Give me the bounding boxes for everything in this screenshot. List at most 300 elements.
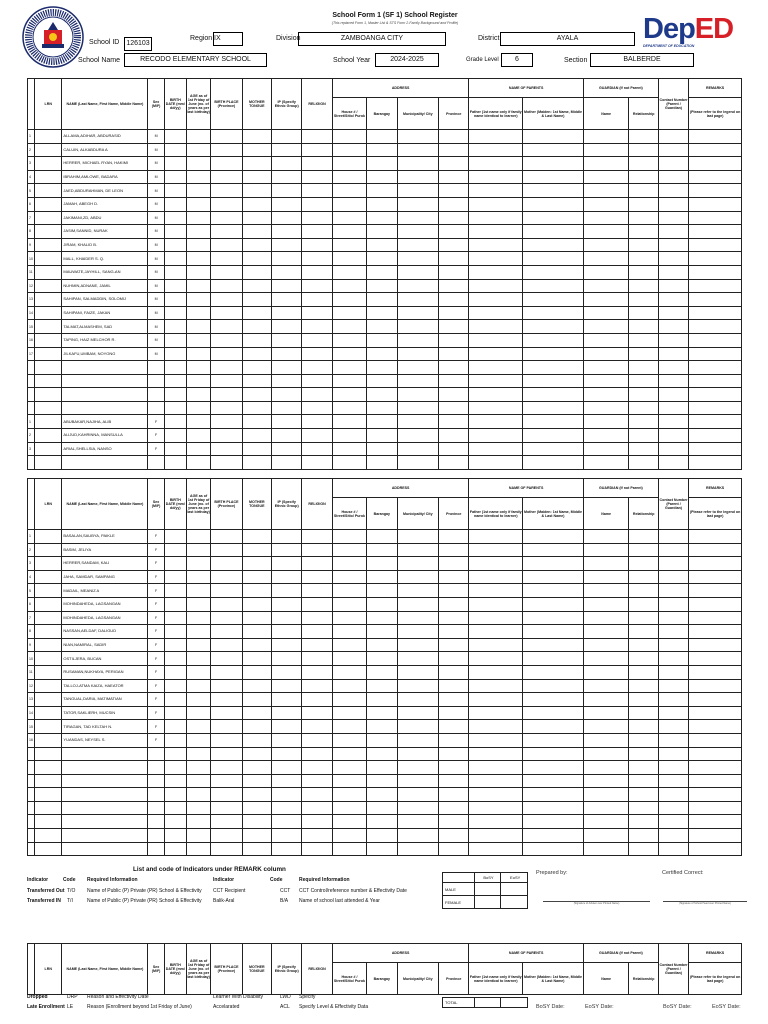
learner-name-cell[interactable]: CALUIN, ALKABDURA A [62,143,148,157]
table-cell[interactable] [469,374,523,388]
table-cell[interactable] [367,611,397,625]
table-cell[interactable] [397,211,439,225]
table-cell[interactable] [397,543,439,557]
table-cell[interactable] [689,252,742,266]
table-cell[interactable] [469,415,523,429]
table-cell[interactable] [469,625,523,639]
table-cell[interactable] [583,157,629,171]
table-cell[interactable] [397,225,439,239]
table-cell[interactable] [242,774,271,788]
table-cell[interactable] [332,279,366,293]
table-cell[interactable] [164,170,186,184]
table-cell[interactable] [272,184,302,198]
table-cell[interactable] [397,333,439,347]
sex-cell[interactable]: M [148,143,164,157]
table-cell[interactable] [523,665,584,679]
table-cell[interactable] [164,429,186,443]
table-cell[interactable] [242,788,271,802]
sex-cell[interactable] [148,801,164,815]
table-cell[interactable] [523,306,584,320]
table-cell[interactable] [689,130,742,144]
table-cell[interactable] [689,611,742,625]
table-cell[interactable] [583,347,629,361]
table-cell[interactable] [469,306,523,320]
table-cell[interactable] [523,706,584,720]
table-cell[interactable] [332,829,366,843]
table-cell[interactable] [523,361,584,375]
table-cell[interactable] [439,638,469,652]
lrn-cell[interactable] [35,815,62,829]
learner-name-cell[interactable]: JAKIMANI,ZD, ABDU [62,211,148,225]
table-cell[interactable] [242,693,271,707]
table-cell[interactable] [272,611,302,625]
sex-cell[interactable]: F [148,665,164,679]
table-cell[interactable] [689,306,742,320]
table-cell[interactable] [583,693,629,707]
table-cell[interactable] [367,584,397,598]
table-cell[interactable] [242,815,271,829]
table-cell[interactable] [164,320,186,334]
table-cell[interactable] [689,320,742,334]
table-cell[interactable] [272,829,302,843]
table-cell[interactable] [211,801,242,815]
table-cell[interactable] [211,306,242,320]
table-cell[interactable] [272,693,302,707]
table-cell[interactable] [469,638,523,652]
table-cell[interactable] [397,761,439,775]
sex-cell[interactable] [148,401,164,415]
lrn-cell[interactable] [35,279,62,293]
table-cell[interactable] [523,293,584,307]
table-cell[interactable] [469,361,523,375]
table-cell[interactable] [689,442,742,456]
table-cell[interactable] [397,442,439,456]
sex-cell[interactable]: M [148,320,164,334]
learner-name-cell[interactable] [62,456,148,470]
table-cell[interactable] [583,842,629,856]
table-cell[interactable] [272,347,302,361]
table-cell[interactable] [629,761,658,775]
table-cell[interactable] [302,197,332,211]
table-cell[interactable] [272,733,302,747]
table-cell[interactable] [186,429,210,443]
table-cell[interactable] [302,543,332,557]
lrn-cell[interactable] [35,157,62,171]
table-cell[interactable] [397,652,439,666]
table-cell[interactable] [186,584,210,598]
table-cell[interactable] [367,557,397,571]
table-cell[interactable] [164,293,186,307]
learner-name-cell[interactable] [62,388,148,402]
table-cell[interactable] [658,306,688,320]
table-cell[interactable] [439,211,469,225]
table-cell[interactable] [629,815,658,829]
table-cell[interactable] [523,530,584,544]
table-cell[interactable] [658,415,688,429]
table-cell[interactable] [629,570,658,584]
learner-name-cell[interactable] [62,774,148,788]
table-cell[interactable] [629,693,658,707]
table-cell[interactable] [211,252,242,266]
table-cell[interactable] [439,415,469,429]
table-cell[interactable] [164,265,186,279]
table-cell[interactable] [583,130,629,144]
table-cell[interactable] [367,211,397,225]
table-cell[interactable] [211,374,242,388]
table-cell[interactable] [469,530,523,544]
table-cell[interactable] [658,652,688,666]
table-cell[interactable] [332,238,366,252]
table-cell[interactable] [629,306,658,320]
table-cell[interactable] [689,774,742,788]
sex-cell[interactable]: M [148,347,164,361]
table-cell[interactable] [523,693,584,707]
summary-female-eosy[interactable] [501,896,528,909]
table-cell[interactable] [397,197,439,211]
table-cell[interactable] [211,401,242,415]
table-cell[interactable] [211,225,242,239]
sex-cell[interactable]: F [148,570,164,584]
table-cell[interactable] [629,157,658,171]
table-cell[interactable] [469,543,523,557]
table-cell[interactable] [164,625,186,639]
region-field[interactable]: IX [213,32,243,46]
table-cell[interactable] [658,252,688,266]
table-cell[interactable] [658,225,688,239]
table-cell[interactable] [583,143,629,157]
table-cell[interactable] [689,388,742,402]
table-cell[interactable] [629,143,658,157]
table-cell[interactable] [164,706,186,720]
table-cell[interactable] [658,543,688,557]
table-cell[interactable] [658,720,688,734]
learner-name-cell[interactable]: YUANDAS, NEYSEL S. [62,733,148,747]
table-cell[interactable] [397,570,439,584]
table-cell[interactable] [302,815,332,829]
table-cell[interactable] [469,597,523,611]
sex-cell[interactable] [148,788,164,802]
table-cell[interactable] [469,184,523,198]
table-cell[interactable] [242,388,271,402]
table-cell[interactable] [469,225,523,239]
table-cell[interactable] [186,442,210,456]
table-cell[interactable] [397,842,439,856]
table-cell[interactable] [523,761,584,775]
table-cell[interactable] [186,842,210,856]
table-cell[interactable] [629,829,658,843]
table-cell[interactable] [367,625,397,639]
table-cell[interactable] [629,733,658,747]
table-cell[interactable] [164,388,186,402]
table-cell[interactable] [469,788,523,802]
table-cell[interactable] [211,143,242,157]
table-cell[interactable] [397,597,439,611]
table-cell[interactable] [272,625,302,639]
table-cell[interactable] [186,374,210,388]
table-cell[interactable] [583,238,629,252]
table-cell[interactable] [332,774,366,788]
table-cell[interactable] [164,530,186,544]
table-cell[interactable] [164,252,186,266]
table-cell[interactable] [689,625,742,639]
table-cell[interactable] [332,442,366,456]
table-cell[interactable] [439,361,469,375]
table-cell[interactable] [658,774,688,788]
table-cell[interactable] [242,170,271,184]
table-cell[interactable] [367,374,397,388]
table-cell[interactable] [186,415,210,429]
table-cell[interactable] [689,652,742,666]
table-cell[interactable] [367,570,397,584]
school-id-field[interactable]: 126103 [124,37,152,51]
table-cell[interactable] [302,225,332,239]
table-cell[interactable] [367,815,397,829]
table-cell[interactable] [523,442,584,456]
table-cell[interactable] [397,747,439,761]
table-cell[interactable] [689,842,742,856]
table-cell[interactable] [439,774,469,788]
table-cell[interactable] [469,706,523,720]
table-cell[interactable] [302,252,332,266]
table-cell[interactable] [272,211,302,225]
table-cell[interactable] [332,679,366,693]
table-cell[interactable] [397,306,439,320]
table-cell[interactable] [242,543,271,557]
table-cell[interactable] [186,570,210,584]
sex-cell[interactable] [148,774,164,788]
table-cell[interactable] [302,238,332,252]
table-cell[interactable] [332,293,366,307]
table-cell[interactable] [242,557,271,571]
table-cell[interactable] [332,211,366,225]
table-cell[interactable] [523,801,584,815]
table-cell[interactable] [583,788,629,802]
table-cell[interactable] [397,415,439,429]
table-cell[interactable] [689,679,742,693]
lrn-cell[interactable] [35,801,62,815]
table-cell[interactable] [211,388,242,402]
grade-level-field[interactable]: 6 [501,53,533,67]
table-cell[interactable] [583,801,629,815]
table-cell[interactable] [242,679,271,693]
table-cell[interactable] [523,774,584,788]
table-cell[interactable] [302,157,332,171]
table-cell[interactable] [583,530,629,544]
table-cell[interactable] [164,747,186,761]
table-cell[interactable] [629,597,658,611]
table-cell[interactable] [439,720,469,734]
table-cell[interactable] [211,815,242,829]
table-cell[interactable] [302,456,332,470]
lrn-cell[interactable] [35,401,62,415]
table-cell[interactable] [629,238,658,252]
lrn-cell[interactable] [35,530,62,544]
sex-cell[interactable] [148,456,164,470]
lrn-cell[interactable] [35,170,62,184]
table-cell[interactable] [242,265,271,279]
table-cell[interactable] [242,157,271,171]
table-cell[interactable] [523,557,584,571]
table-cell[interactable] [397,429,439,443]
table-cell[interactable] [242,638,271,652]
table-cell[interactable] [523,829,584,843]
table-cell[interactable] [272,761,302,775]
table-cell[interactable] [164,570,186,584]
table-cell[interactable] [302,570,332,584]
table-cell[interactable] [242,665,271,679]
table-cell[interactable] [302,665,332,679]
table-cell[interactable] [397,293,439,307]
table-cell[interactable] [583,829,629,843]
school-year-field[interactable]: 2024-2025 [375,53,439,67]
table-cell[interactable] [302,320,332,334]
table-cell[interactable] [211,265,242,279]
table-cell[interactable] [439,265,469,279]
lrn-cell[interactable] [35,584,62,598]
learner-name-cell[interactable] [62,361,148,375]
table-cell[interactable] [186,706,210,720]
table-cell[interactable] [332,842,366,856]
table-cell[interactable] [523,570,584,584]
table-cell[interactable] [439,374,469,388]
table-cell[interactable] [583,557,629,571]
school-name-field[interactable]: RECODO ELEMENTARY SCHOOL [124,53,267,67]
table-cell[interactable] [523,652,584,666]
table-cell[interactable] [272,157,302,171]
table-cell[interactable] [689,401,742,415]
district-field[interactable]: AYALA [500,32,635,46]
table-cell[interactable] [689,665,742,679]
table-cell[interactable] [397,665,439,679]
table-cell[interactable] [332,130,366,144]
table-cell[interactable] [629,333,658,347]
table-cell[interactable] [367,720,397,734]
table-cell[interactable] [658,706,688,720]
table-cell[interactable] [211,543,242,557]
table-cell[interactable] [302,306,332,320]
table-cell[interactable] [439,279,469,293]
table-cell[interactable] [211,733,242,747]
table-cell[interactable] [583,625,629,639]
table-cell[interactable] [211,211,242,225]
lrn-cell[interactable] [35,611,62,625]
sex-cell[interactable]: M [148,252,164,266]
table-cell[interactable] [469,320,523,334]
table-cell[interactable] [272,570,302,584]
table-cell[interactable] [272,720,302,734]
table-cell[interactable] [367,170,397,184]
table-cell[interactable] [523,265,584,279]
table-cell[interactable] [629,361,658,375]
table-cell[interactable] [439,320,469,334]
table-cell[interactable] [583,252,629,266]
table-cell[interactable] [469,143,523,157]
table-cell[interactable] [164,733,186,747]
table-cell[interactable] [242,225,271,239]
table-cell[interactable] [629,347,658,361]
table-cell[interactable] [302,747,332,761]
table-cell[interactable] [629,557,658,571]
table-cell[interactable] [367,143,397,157]
table-cell[interactable] [523,429,584,443]
table-cell[interactable] [332,557,366,571]
table-cell[interactable] [302,801,332,815]
table-cell[interactable] [272,543,302,557]
table-cell[interactable] [164,143,186,157]
table-cell[interactable] [439,225,469,239]
table-cell[interactable] [242,320,271,334]
table-cell[interactable] [469,197,523,211]
sex-cell[interactable] [148,761,164,775]
table-cell[interactable] [186,761,210,775]
table-cell[interactable] [272,788,302,802]
table-cell[interactable] [302,625,332,639]
table-cell[interactable] [583,652,629,666]
table-cell[interactable] [242,184,271,198]
table-cell[interactable] [332,347,366,361]
table-cell[interactable] [629,842,658,856]
learner-name-cell[interactable]: HERRER, MICHAEL RYAN, HAKIMI [62,157,148,171]
table-cell[interactable] [629,584,658,598]
table-cell[interactable] [332,652,366,666]
table-cell[interactable] [164,693,186,707]
table-cell[interactable] [367,388,397,402]
table-cell[interactable] [367,842,397,856]
sex-cell[interactable]: F [148,733,164,747]
table-cell[interactable] [397,801,439,815]
table-cell[interactable] [439,829,469,843]
table-cell[interactable] [439,801,469,815]
table-cell[interactable] [164,279,186,293]
table-cell[interactable] [439,611,469,625]
table-cell[interactable] [367,665,397,679]
table-cell[interactable] [302,415,332,429]
table-cell[interactable] [302,638,332,652]
table-cell[interactable] [332,706,366,720]
section-field[interactable]: BALBERDE [590,53,694,67]
table-cell[interactable] [439,157,469,171]
table-cell[interactable] [439,665,469,679]
table-cell[interactable] [367,320,397,334]
table-cell[interactable] [439,733,469,747]
sex-cell[interactable]: F [148,638,164,652]
table-cell[interactable] [367,415,397,429]
table-cell[interactable] [469,584,523,598]
sex-cell[interactable]: M [148,265,164,279]
table-cell[interactable] [367,679,397,693]
table-cell[interactable] [332,720,366,734]
table-cell[interactable] [658,238,688,252]
table-cell[interactable] [523,388,584,402]
table-cell[interactable] [211,829,242,843]
table-cell[interactable] [439,333,469,347]
learner-name-cell[interactable]: MOHINDAHEDA, LAGSANGAN [62,597,148,611]
table-cell[interactable] [332,170,366,184]
table-cell[interactable] [439,543,469,557]
table-cell[interactable] [272,584,302,598]
table-cell[interactable] [658,265,688,279]
lrn-cell[interactable] [35,197,62,211]
table-cell[interactable] [332,611,366,625]
table-cell[interactable] [523,611,584,625]
table-cell[interactable] [242,429,271,443]
table-cell[interactable] [523,815,584,829]
table-cell[interactable] [272,665,302,679]
lrn-cell[interactable] [35,442,62,456]
lrn-cell[interactable] [35,665,62,679]
table-cell[interactable] [583,197,629,211]
sex-cell[interactable]: F [148,597,164,611]
